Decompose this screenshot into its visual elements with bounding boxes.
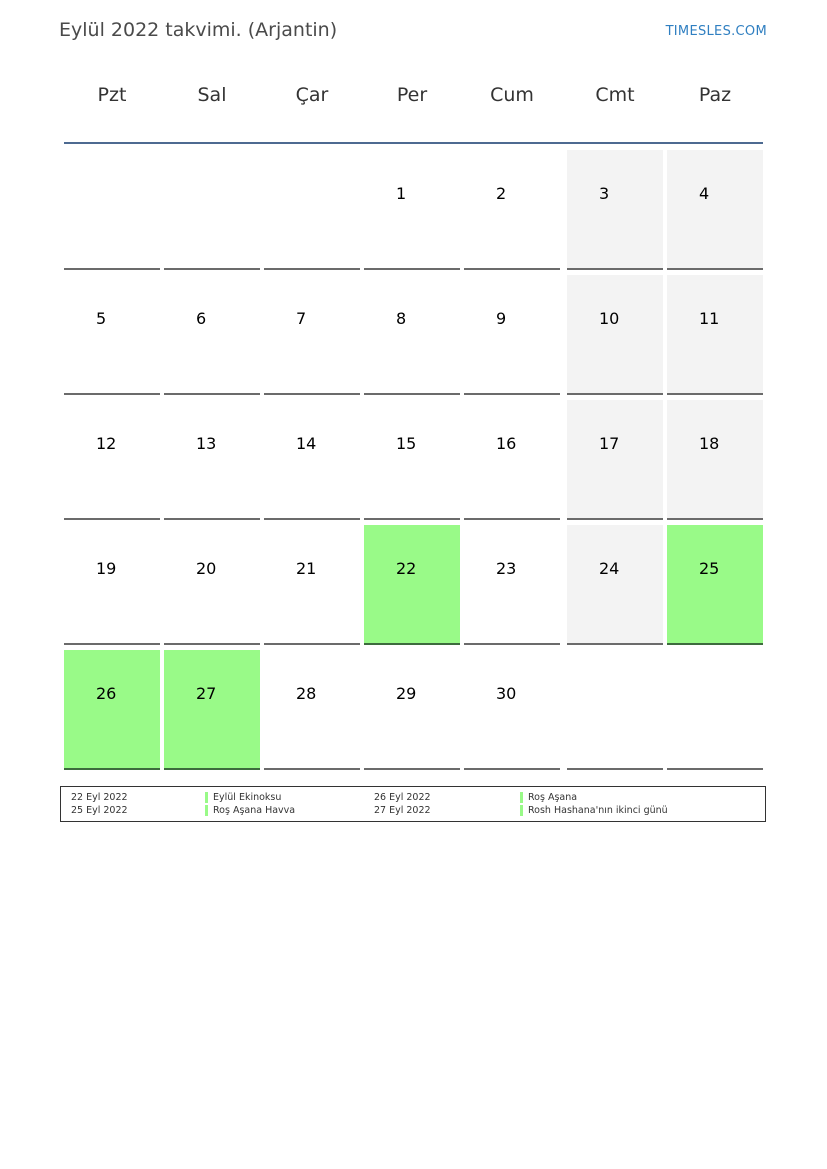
weekday-sat: Cmt [595,84,635,106]
day-number: 30 [496,684,517,703]
weekday-sun: Paz [698,84,732,106]
legend-holiday-name: Roş Aşana Havva [213,805,296,816]
legend-color-marker [520,792,523,803]
legend-color-marker [205,805,208,816]
day-cell[interactable] [667,525,763,645]
day-cell[interactable] [164,275,260,395]
weekday-thu: Per [396,84,428,106]
empty-day-cell [164,150,260,270]
day-number: 26 [96,684,117,703]
day-number: 1 [396,184,407,203]
day-cell[interactable] [667,400,763,520]
day-cell[interactable] [364,400,460,520]
day-cell[interactable] [364,650,460,770]
legend-date: 22 Eyl 2022 [71,792,128,803]
day-cell[interactable] [264,400,360,520]
weekday-tue: Sal [197,84,227,106]
weekday-fri: Cum [490,84,534,106]
day-cell[interactable] [264,275,360,395]
day-number: 10 [599,309,620,328]
day-cell[interactable] [667,275,763,395]
day-number: 6 [196,309,207,328]
day-cell[interactable] [464,150,560,270]
day-number: 22 [396,559,417,578]
day-number: 16 [496,434,517,453]
brand-link[interactable]: TIMESLES.COM [665,24,767,39]
weekday-wed: Çar [295,84,329,106]
empty-day-cell [64,150,160,270]
day-number: 19 [96,559,117,578]
holiday-legend [60,786,766,822]
legend-holiday-name: Roş Aşana [528,792,578,803]
day-cell[interactable] [464,400,560,520]
day-cell[interactable] [464,525,560,645]
legend-color-marker [205,792,208,803]
day-cell[interactable] [567,400,663,520]
empty-day-cell [264,150,360,270]
day-cell[interactable] [64,650,160,770]
day-number: 11 [699,309,720,328]
day-number: 4 [699,184,710,203]
page-title: Eylül 2022 takvimi. (Arjantin) [59,19,338,41]
day-number: 12 [96,434,117,453]
day-number: 8 [396,309,407,328]
day-cell[interactable] [164,650,260,770]
day-cell[interactable] [364,525,460,645]
day-cell[interactable] [667,150,763,270]
day-cell[interactable] [64,275,160,395]
legend-date: 25 Eyl 2022 [71,805,128,816]
day-number: 9 [496,309,507,328]
day-number: 2 [496,184,507,203]
day-cell[interactable] [164,400,260,520]
empty-day-cell [667,650,763,770]
day-cell[interactable] [464,650,560,770]
day-cell[interactable] [264,525,360,645]
day-number: 7 [296,309,307,328]
legend-date: 27 Eyl 2022 [374,805,431,816]
day-number: 14 [296,434,317,453]
day-number: 29 [396,684,417,703]
day-number: 28 [296,684,317,703]
legend-date: 26 Eyl 2022 [374,792,431,803]
day-number: 17 [599,434,620,453]
day-cell[interactable] [567,275,663,395]
day-cell[interactable] [64,400,160,520]
legend-holiday-name: Rosh Hashana'nın ikinci günü [528,805,668,816]
day-cell[interactable] [567,150,663,270]
day-cell[interactable] [264,650,360,770]
legend-color-marker [520,805,523,816]
day-number: 23 [496,559,517,578]
day-cell[interactable] [164,525,260,645]
day-cell[interactable] [64,525,160,645]
day-cell[interactable] [567,525,663,645]
day-number: 13 [196,434,217,453]
day-number: 18 [699,434,720,453]
day-cell[interactable] [364,150,460,270]
day-number: 27 [196,684,217,703]
day-number: 25 [699,559,720,578]
day-number: 15 [396,434,417,453]
day-number: 5 [96,309,107,328]
day-cell[interactable] [364,275,460,395]
day-number: 21 [296,559,317,578]
day-number: 24 [599,559,620,578]
day-number: 3 [599,184,610,203]
empty-day-cell [567,650,663,770]
legend-holiday-name: Eylül Ekinoksu [213,792,282,803]
day-number: 20 [196,559,217,578]
weekday-mon: Pzt [97,84,127,106]
day-cell[interactable] [464,275,560,395]
